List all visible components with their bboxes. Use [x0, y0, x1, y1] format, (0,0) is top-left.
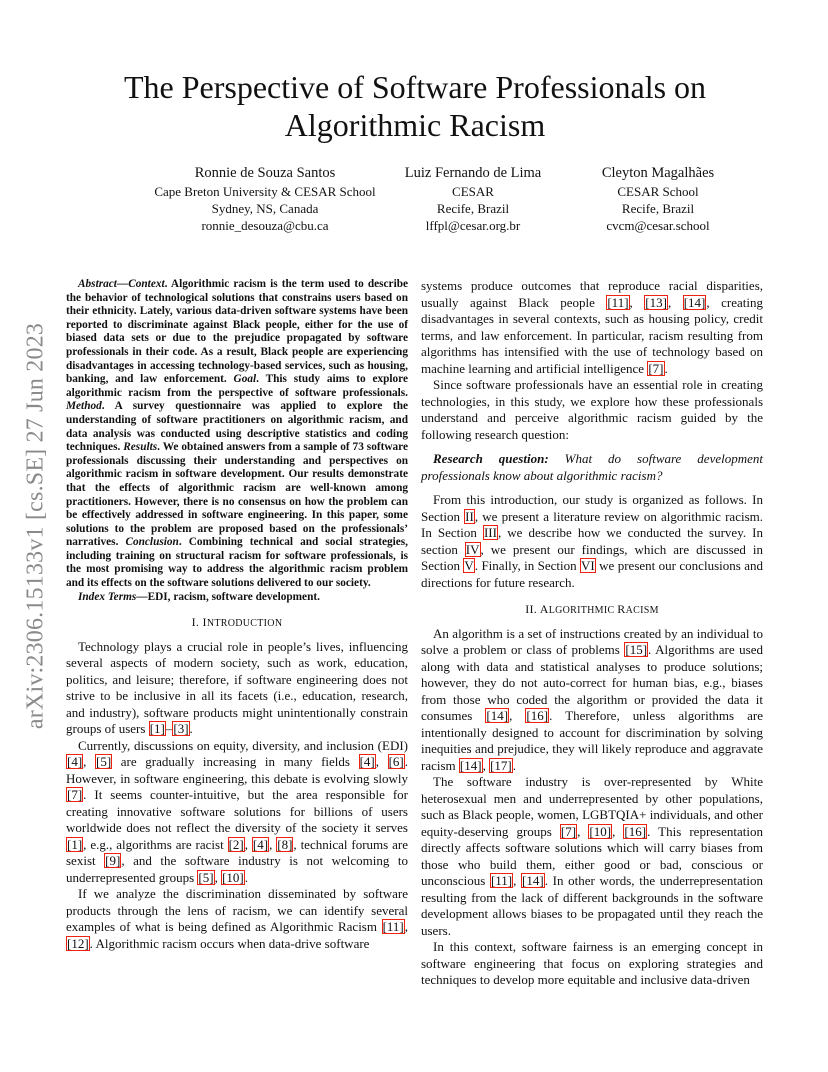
- research-question: [421, 451, 763, 484]
- index-terms-label: Index Terms: [78, 590, 137, 603]
- paragraph-text: systems produce outcomes that reproduce racial disparities, usually against Black people: [421, 278, 763, 310]
- author-affiliation: CESAR School: [617, 184, 699, 199]
- research-question-label: Research question:: [433, 451, 549, 466]
- index-terms-text: —EDI, racism, software development.: [136, 590, 320, 603]
- paragraph-text: , technical forums are sexist: [66, 836, 408, 869]
- paragraph-text: . Therefore, unless algorithms are intentionally designed to account for discrimination by solving inequities and prejudice, they will likely reproduce and aggravate racism: [421, 708, 763, 773]
- paragraph-text: . In other words, the underrepresentation resulting from the lack of different backgrounds in the software development allows biases to be propagated until they reach the users.: [421, 873, 763, 938]
- paragraph-text: , we present our findings, which are discussed in Section: [421, 541, 763, 573]
- arxiv-id: arXiv:2306.15133v1 [cs.SE] 27 Jun 2023: [22, 322, 49, 730]
- citation-link[interactable]: [7]: [560, 823, 577, 839]
- citation-link[interactable]: [16]: [526, 708, 549, 723]
- abstract-conclusion: . Combining technical and social strategies, including training on structural racism for software professionals, is the most promising way to address the algorithmic racism problem and its effects on the software solutions delivered to our society.: [66, 536, 408, 590]
- author-name: Luiz Fernando de Lima: [404, 165, 542, 181]
- paragraph: An algorithm is a set of instructions created by an individual to solve a problem or class of problems [15]. Algorithms are used along with data and statistical analyses to produce solutions; however, they do not auto-correct for human bias, e.g., biases from those who coded the algorithm or provided the data it consumes [14], [16]. Therefore, unless algorithms are intentionally designed to account for discrimination by solving inequities and prejudice, they will likely reproduce and aggravate racism [14], [17].: [421, 625, 763, 773]
- citation-link[interactable]: [12]: [67, 935, 89, 951]
- section-initial: A: [539, 602, 549, 616]
- section-initial: I: [202, 615, 207, 630]
- citation-link[interactable]: [4]: [67, 754, 83, 770]
- paragraph-text: , we describe how we conducted the survey. In section: [421, 525, 763, 557]
- citation-link[interactable]: [13]: [645, 294, 667, 310]
- citation-link[interactable]: [7]: [67, 787, 83, 803]
- citation-link[interactable]: [5]: [96, 754, 112, 770]
- paragraph: Technology plays a crucial role in people’s lives, influencing several aspects of modern society, such as work, education, politics, and leisure; therefore, if software engineering does not strive to be inclusive in all its facets (i.e., education, research, and industry), software products might unintentionally constrain groups of users [1]–[3].: [66, 638, 408, 737]
- left-column: [66, 278, 408, 952]
- abstract-goal: . This study aims to explore algorithmic racism from the perspective of software professionals.: [66, 373, 409, 399]
- citation-link[interactable]: [17]: [490, 757, 512, 773]
- author-email: lffpl@cesar.org.br: [425, 218, 521, 233]
- section-heading-introduction: [66, 614, 408, 633]
- citation-link[interactable]: [5]: [198, 869, 214, 885]
- index-terms: [66, 591, 408, 605]
- citation-link[interactable]: [1]: [149, 721, 165, 737]
- right-column: [421, 278, 763, 989]
- paragraph-text: . However, in software engineering, this debate is evolving slowly: [66, 754, 409, 786]
- section-link[interactable]: VI: [581, 558, 595, 573]
- author-location: Sydney, NS, Canada: [211, 201, 319, 216]
- abstract-goal-label: Goal: [233, 373, 257, 386]
- abstract: [66, 278, 408, 591]
- section-rest: ACISM: [625, 605, 659, 616]
- paragraph-text: . This representation directly affects software solutions which will carry biases from those who build them, either good or bad, conscious or unconscious: [421, 823, 763, 888]
- citation-link[interactable]: [14]: [459, 757, 482, 773]
- section-initial: R: [617, 602, 626, 616]
- section-rest: NTRODUCTION: [206, 618, 283, 630]
- abstract-context: . Algorithmic racism is the term used to describe the behavior of technological solutions that constrains users based on their ethnicity. Lately, various data-driven software systems have been reported to discriminate against Black people, either for the use of biased data sets or due to the prejudice propagated by software professionals in their code. As a result, Black people are experiencing disadvantages in accessing technology-based services, such as housing, banking, and law enforcement.: [66, 278, 408, 386]
- paragraph-text: From this introduction, our study is organized as follows. In Section: [421, 492, 763, 524]
- abstract-results: . We obtained answers from a sample of 73 software professionals discussing their understanding and perspectives on algorithmic racism in software development. Our results demonstrate that the effects of algorithmic racism are well-known among practitioners. However, there is no consensus on how the problem can be effectively addressed in software engineering. In this paper, some solutions to the problem are proposed based on the professionals’ narratives.: [66, 441, 408, 549]
- section-number: I.: [191, 615, 203, 630]
- section-link[interactable]: V: [464, 558, 474, 573]
- citation-link[interactable]: [11]: [607, 294, 629, 310]
- citation-link[interactable]: [10]: [589, 823, 612, 839]
- research-question-text: What do software development professionals know about algorithmic racism?: [421, 451, 764, 483]
- paragraph-text: , creating disadvantages in several contexts, such as housing policy, credit terms, and law enforcement. In particular, racism resulting from algorithms has intensified with the use of technology based on machine learning and artificial intelligence: [421, 294, 763, 376]
- abstract-method-label: Method: [66, 400, 102, 413]
- paragraph-text: we present our conclusions and directions for future research.: [421, 558, 763, 590]
- section-link[interactable]: IV: [465, 541, 480, 557]
- citation-link[interactable]: [11]: [490, 873, 513, 888]
- citation-link[interactable]: [14]: [683, 294, 706, 310]
- paragraph-text: An algorithm is a set of instructions created by an individual to solve a problem or class of problems: [421, 625, 763, 657]
- paragraph-text: The software industry is over-represented by White heterosexual men and underrepresented by other populations, such as Black people, women, LGBTQIA+ individuals, and other equity-deserving groups: [421, 774, 763, 839]
- citation-link[interactable]: [10]: [222, 869, 244, 885]
- paragraph-text: . Algorithmic racism occurs when data-drive software: [89, 935, 370, 951]
- citation-link[interactable]: [6]: [388, 754, 404, 770]
- author-name: Ronnie de Souza Santos: [194, 165, 336, 181]
- author-affiliation: CESAR: [452, 184, 494, 199]
- abstract-label: Abstract—: [78, 278, 129, 290]
- section-heading-algorithmic-racism: [421, 601, 763, 620]
- abstract-method: . A survey questionnaire was applied to explore the understanding of software practitioners on algorithmic racism, and data analysis was conducted using descriptive statistics and coding techniques.: [66, 400, 408, 454]
- paragraph: [421, 492, 763, 591]
- citation-link[interactable]: [7]: [648, 360, 664, 376]
- citation-link[interactable]: [3]: [173, 721, 189, 737]
- abstract-conclusion-label: Conclusion: [125, 536, 179, 549]
- paragraph-text: . It seems counter-intuitive, but the area responsible for creating innovative software solutions for billions of users worldwide does not reflect the diversity of the society it serves: [66, 787, 408, 836]
- citation-link[interactable]: [16]: [624, 823, 647, 839]
- arxiv-sidebar-stamp: [20, 294, 52, 758]
- author-affiliation: Cape Breton University & CESAR School: [154, 184, 376, 199]
- paragraph: If we analyze the discrimination disseminated by software products through the lens of racism, we can identify several examples of what is being defined as Algorithmic Racism [11], [12]. Algorithmic racism occurs when data-drive software: [66, 886, 408, 951]
- author-block-3: [582, 164, 734, 234]
- paragraph-text: . Finally, in Section: [474, 558, 581, 573]
- paragraph-text: Technology plays a crucial role in people’s lives, influencing several aspects of modern society, such as work, education, politics, and leisure; therefore, if software engineering does not strive to be inclusive in all its facets (i.e., education, research, and industry), software products might unintentionally constrain groups of users: [66, 638, 408, 737]
- citation-link[interactable]: [4]: [252, 836, 269, 852]
- paragraph: systems produce outcomes that reproduce racial disparities, usually against Black people [11], [13], [14], creating disadvantages in several contexts, such as housing policy, credit terms, and law enforcement. In particular, racism resulting from algorithms has intensified with the use of technology based on machine learning and artificial intelligence [7].: [421, 278, 763, 376]
- paper-title: The Perspective of Software Professionals on Algorithmic Racism: [123, 69, 707, 143]
- section-number: II.: [525, 602, 540, 616]
- section-link[interactable]: III: [483, 525, 497, 540]
- paragraph-text: , e.g., algorithms are racist: [83, 836, 228, 852]
- citation-link[interactable]: [15]: [625, 642, 648, 657]
- paragraph-text: , and the software industry is not welcoming to underrepresented groups: [66, 853, 408, 885]
- paragraph-text: , we present a literature review on algorithmic racism. In Section: [421, 508, 763, 540]
- paragraph-text: . Algorithms are used along with data and statistical analyses to produce solutions; however, they do not auto-correct for human bias, e.g., biases from those who coded the algorithm or provided the data it consumes: [421, 642, 763, 723]
- citation-link[interactable]: [8]: [277, 836, 293, 852]
- paragraph-text: Currently, discussions on equity, diversity, and inclusion (EDI): [78, 737, 408, 753]
- paragraph-text: are gradually increasing in many fields: [112, 754, 359, 770]
- paragraph: The software industry is over-represented by White heterosexual men and underrepresented by other populations, such as Black people, women, LGBTQIA+ individuals, and other equity-deserving groups [7], [10], [16]. This representation directly affects software solutions which will carry biases from those who build them, either good or bad, conscious or unconscious [11], [14]. In other words, the underrepresentation resulting from the lack of different backgrounds in the software development allows biases to be propagated until they reach the users.: [421, 774, 763, 938]
- author-location: Recife, Brazil: [621, 201, 695, 216]
- citation-link[interactable]: [9]: [105, 853, 121, 869]
- paragraph-text: If we analyze the discrimination disseminated by software products through the lens of racism, we can identify several examples of what is being defined as Algorithmic Racism: [66, 886, 408, 935]
- author-location: Recife, Brazil: [436, 201, 510, 216]
- abstract-context-label: Context: [128, 278, 165, 290]
- paragraph: Since software professionals have an essential role in creating technologies, in this study, we explore how these professionals understand and perceive algorithmic racism guided by the following research question:: [421, 377, 763, 442]
- citation-link[interactable]: [2]: [228, 836, 244, 852]
- section-rest: LGORITHMIC: [548, 605, 618, 616]
- abstract-results-label: Results: [123, 441, 158, 454]
- citation-link[interactable]: [11]: [382, 919, 404, 935]
- citation-link[interactable]: [4]: [359, 754, 375, 770]
- author-block-2: [385, 164, 561, 234]
- paragraph: In this context, software fairness is an emerging concept in software engineering that focus on exploring strategies and techniques to develop more equitable and inclusive data-driven: [421, 939, 763, 987]
- citation-link[interactable]: [14]: [522, 873, 544, 888]
- author-email: ronnie_desouza@cbu.ca: [201, 218, 329, 233]
- author-email: cvcm@cesar.school: [606, 218, 710, 233]
- paragraph: Currently, discussions on equity, diversity, and inclusion (EDI) [4], [5] are gradually increasing in many fields [4], [6]. However, in software engineering, this debate is evolving slowly [7]. It seems counter-intuitive, but the area responsible for creating innovative software solutions for billions of users worldwide does not reflect the diversity of the society it serves [1], e.g., algorithms are racist [2], [4], [8], technical forums are sexist [9], and the software industry is not welcoming to underrepresented groups [5], [10].: [66, 737, 409, 885]
- author-name: Cleyton Magalhães: [601, 165, 715, 181]
- citation-link[interactable]: [1]: [67, 836, 83, 852]
- author-block-1: [150, 164, 380, 234]
- section-link[interactable]: II: [465, 508, 474, 524]
- citation-link[interactable]: [14]: [486, 708, 509, 723]
